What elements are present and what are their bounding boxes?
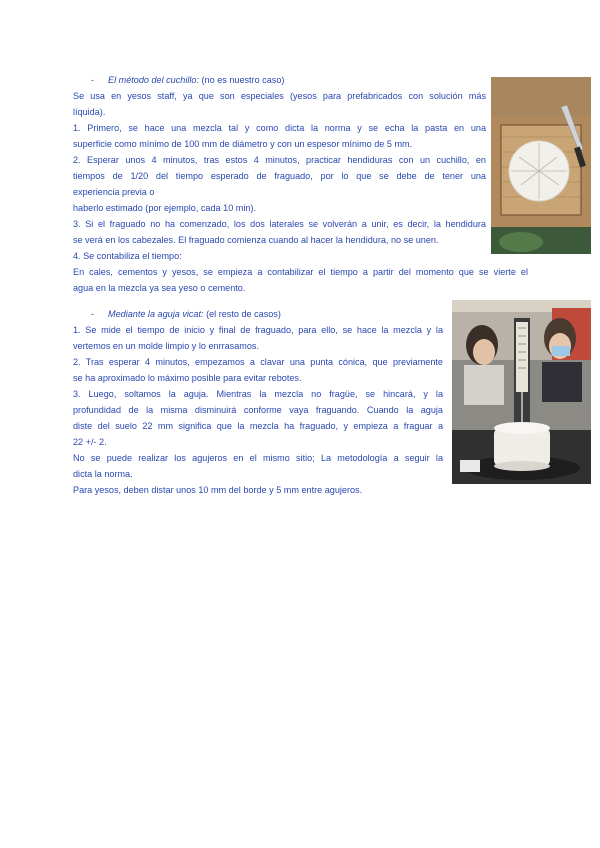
s1-line-7: haberlo estimado (por ejemplo, cada 10 min). bbox=[73, 203, 256, 213]
s1-line-10: 4. Se contabiliza el tiempo: bbox=[73, 251, 182, 261]
section2-heading bbox=[108, 306, 281, 322]
section1-dash: - bbox=[91, 75, 95, 85]
s2-line-4: 3. Luego, soltamos la aguja. Mientras la mezcla no fragüe, se hincará, y la bbox=[73, 389, 443, 399]
s2-line-5: profundidad de la misma disminuirá conforme vaya fraguando. Cuando la aguja bbox=[73, 405, 443, 415]
s2-line-8: No se puede realizar los agujeros en el mismo sitio; La metodología a seguir la bbox=[73, 453, 443, 463]
s2-line-2: 2. Tras esperar 4 minutos, empezamos a clavar una punta cónica, que previamente bbox=[73, 357, 443, 367]
s1-line-3: superficie como mínimo de 100 mm de diámetro y con un espesor mínimo de 5 mm. bbox=[73, 139, 413, 149]
s1-line-9: se verá en los cabezales. El fraguado comienza cuando al hacer la hendidura, no se unen. bbox=[73, 235, 439, 245]
section1-title-rest: (no es nuestro caso) bbox=[199, 75, 285, 85]
section1-title-italic: El método del cuchillo: bbox=[108, 75, 199, 85]
s2-line-0: 1. Se mide el tiempo de inicio y final de fraguado, para ello, se hace la mezcla y la bbox=[73, 325, 443, 335]
s2-line-3: se ha aproximado lo máximo posible para evitar rebotes. bbox=[73, 373, 302, 383]
s1-line-1: líquida). bbox=[73, 107, 106, 117]
section2-title-italic: Mediante la aguja vicat: bbox=[108, 309, 204, 319]
s1-line-5: tiempos de 1/20 del tiempo esperado de fraguado, por lo que se debe de tener una bbox=[73, 171, 486, 181]
s2-line-7: 22 +/- 2. bbox=[73, 437, 107, 447]
s1-line-6: experiencia previa o bbox=[73, 187, 155, 197]
section1-heading bbox=[108, 72, 284, 88]
s1-line-0: Se usa en yesos staff, ya que son especiales (yesos para prefabricados con solución más bbox=[73, 91, 486, 101]
s1-line-8: 3. Si el fraguado no ha comenzado, los dos laterales se volverán a unir, es decir, la hendidura bbox=[73, 219, 486, 229]
s2-line-6: diste del suelo 22 mm significa que la mezcla ha fraguado, y empieza a fraguar a bbox=[73, 421, 443, 431]
section2-dash: - bbox=[91, 309, 95, 319]
s1-line-2: 1. Primero, se hace una mezcla tal y como dicta la norma y se echa la pasta en una bbox=[73, 123, 486, 133]
s2-line-9: dicta la norma. bbox=[73, 469, 133, 479]
section2-title-rest: (el resto de casos) bbox=[203, 309, 281, 319]
knife-method-photo bbox=[491, 77, 591, 254]
s1-line-12: agua en la mezcla ya sea yeso o cemento. bbox=[73, 283, 246, 293]
vicat-needle-photo bbox=[452, 300, 591, 484]
s2-line-10: Para yesos, deben distar unos 10 mm del borde y 5 mm entre agujeros. bbox=[73, 485, 363, 495]
s2-line-1: vertemos en un molde limpio y lo enrrasamos. bbox=[73, 341, 259, 351]
s1-line-4: 2. Esperar unos 4 minutos, tras estos 4 minutos, practicar hendiduras con un cuchillo, en bbox=[73, 155, 486, 165]
s1-line-11: En cales, cementos y yesos, se empieza a contabilizar el tiempo a partir del momento que se vierte el bbox=[73, 267, 528, 277]
